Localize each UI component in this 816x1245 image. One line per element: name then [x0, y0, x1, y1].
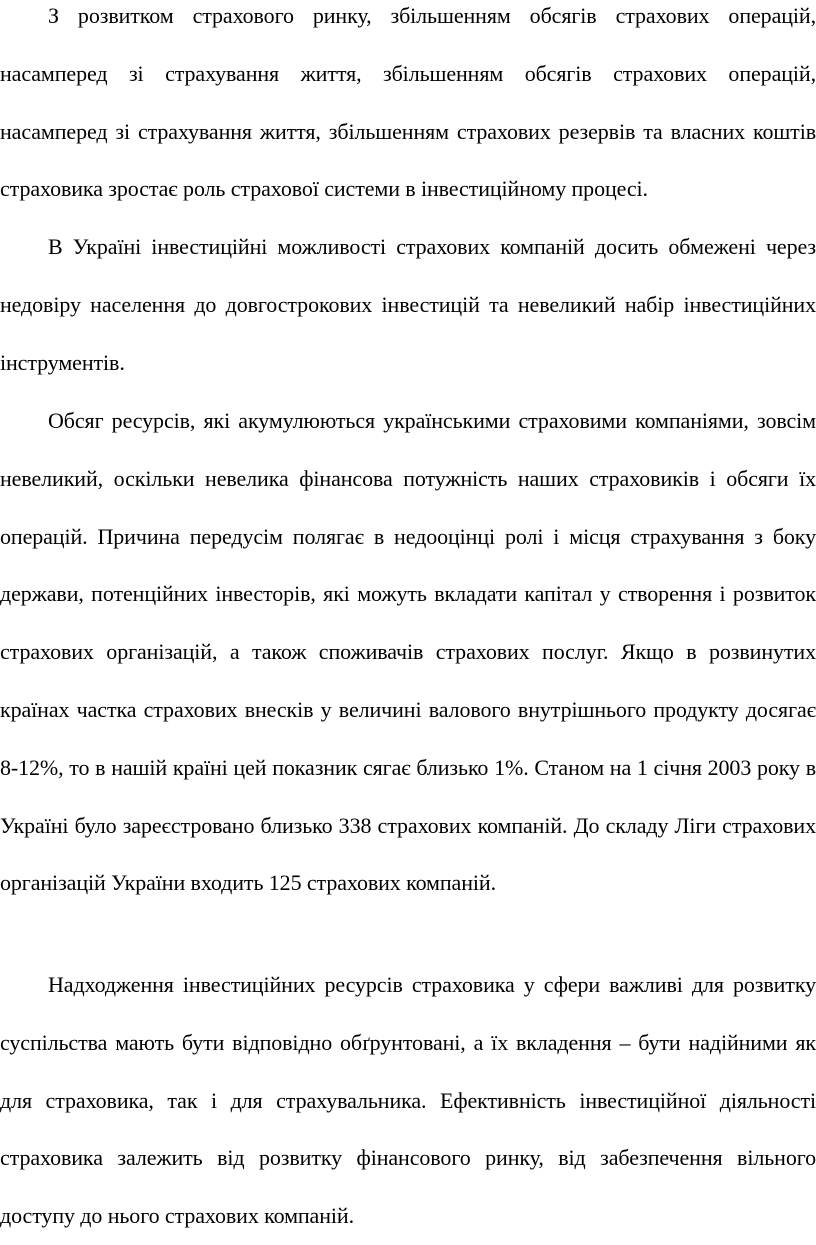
paragraph-4: Надходження інвестиційних ресурсів страховика у сфери важливі для розвитку суспільства мають бути відповідно обґрунтовані, а їх вкладення – бути надійними як для страховика, так і для страхувальника. Ефективність інвестиційної діяльності страховика залежить від розвитку фінансового ринку, від забезпечення вільного доступу до нього страхових компаній. [0, 972, 816, 1229]
paragraph-2: В Україні інвестиційні можливості страхових компаній досить обмежені через недовіру населення до довгострокових інвестицій та невеликий набір інвестиційних інструментів. [0, 234, 816, 375]
paragraph-3: Обсяг ресурсів, які акумулюються українськими страховими компаніями, зовсім невеликий, оскільки невелика фінансова потужність наших страховиків і обсяги їх операцій. Причина передусім полягає в недооцінці ролі і місця страхування з боку держави, потенційних інвесторів, які можуть вкладати капітал у створення і розвиток страхових організацій, а також споживачів страхових послуг. Якщо в розвинутих країнах частка страхових внесків у величині валового внутрішнього продукту досягає 8-12%, то в нашій країні цей показник сягає близько 1%. Станом на 1 січня 2003 року в Україні було зареєстровано близько 338 страхових компаній. До складу Ліги страхових організацій України входить 125 страхових компаній. [0, 408, 816, 896]
paragraph-1: З розвитком страхового ринку, збільшенням обсягів страхових операцій, насамперед зі страхування життя, збільшенням обсягів страхових операцій, насамперед зі страхування життя, збільшенням страхових резервів та власних коштів страховика зростає роль страхової системи в інвестиційному процесі. [0, 3, 816, 202]
